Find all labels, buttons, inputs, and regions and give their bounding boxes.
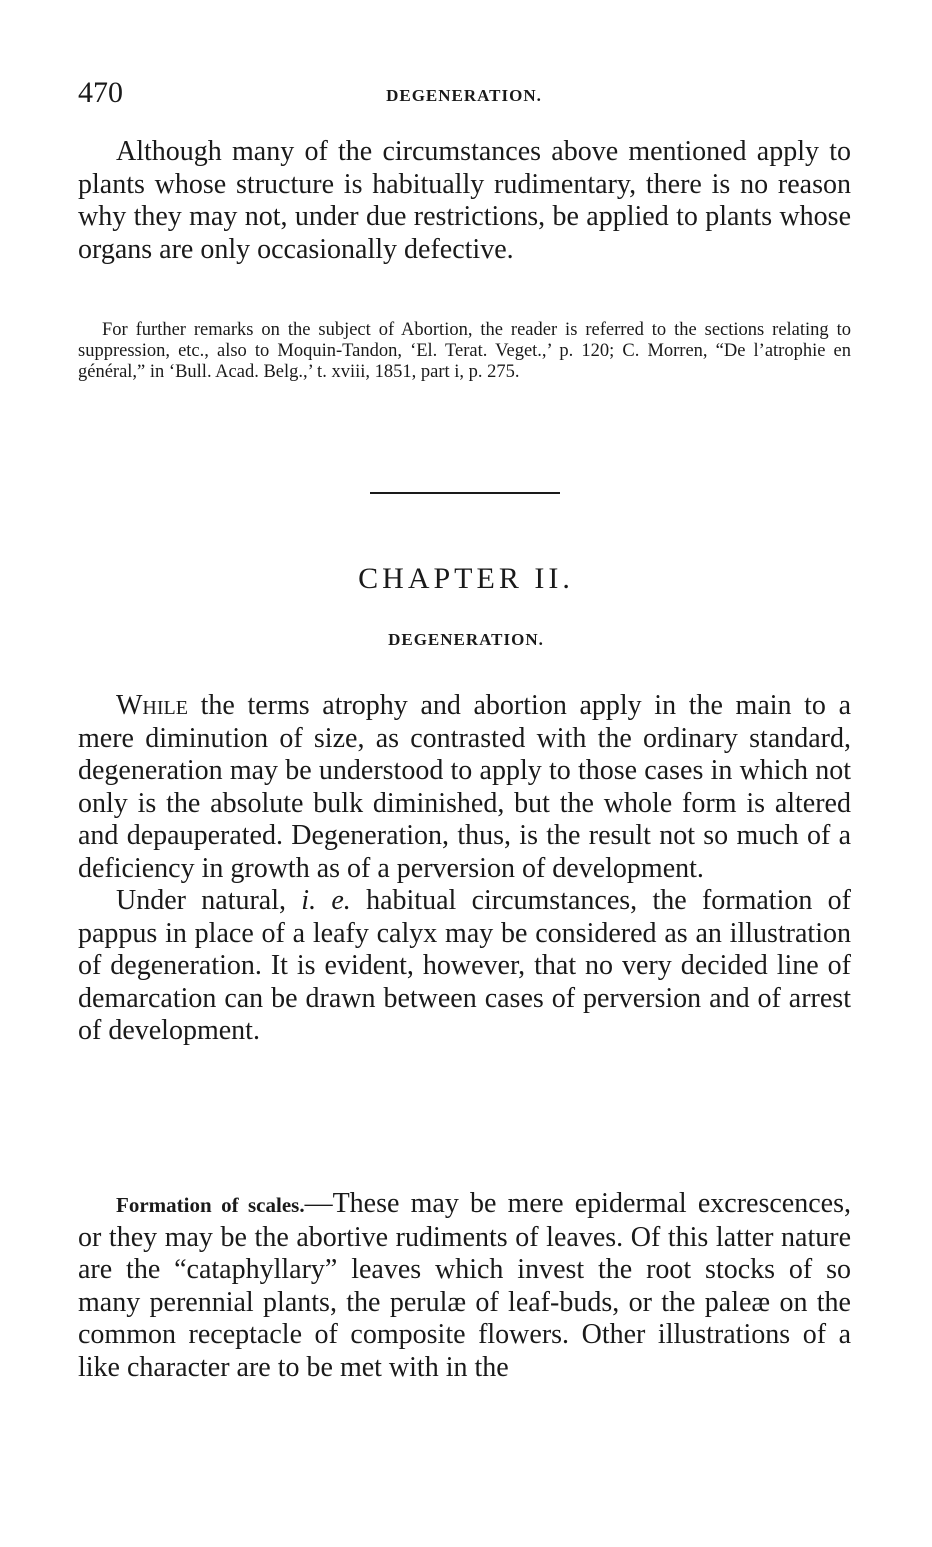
paragraph-italic-abbrev: i. e. bbox=[301, 885, 351, 916]
scales-section bbox=[78, 1188, 851, 1384]
footnote: For further remarks on the subject of Abortion, the reader is referred to the sections relating to suppression, etc., also to Moquin-Tandon, ‘El. Terat. Veget.,’ p. 120; C. Morren, “De l’atrophie en général,” in ‘Bull. Acad. Belg.,’ t. xviii, 1851, part i, p. 275. bbox=[78, 320, 851, 382]
chapter-title: CHAPTER II. bbox=[358, 562, 574, 595]
paragraph-degeneration-definition bbox=[78, 690, 851, 885]
chapter-subtitle: DEGENERATION. bbox=[388, 630, 544, 649]
footnote-section bbox=[78, 320, 851, 383]
intro-paragraph: Although many of the circumstances above mentioned apply to plants whose structure is habitually rudimentary, there is no reason why they may not, under due restrictions, be applied to plants whose organs are only occasionally defective. bbox=[78, 136, 851, 265]
page-header bbox=[78, 78, 850, 112]
inline-heading: Formation of scales. bbox=[116, 1193, 305, 1217]
paragraph-pappus-example bbox=[78, 885, 851, 1048]
chapter-body bbox=[78, 690, 851, 1048]
section-divider bbox=[370, 492, 560, 494]
running-head: DEGENERATION. bbox=[386, 86, 542, 105]
paragraph-lead-word: While bbox=[116, 690, 188, 721]
paragraph-formation-of-scales bbox=[78, 1188, 851, 1384]
page-number: 470 bbox=[78, 76, 123, 109]
intro-section bbox=[78, 136, 851, 266]
paragraph-text: the terms atrophy and abortion apply in the main to a mere diminution of size, as contrasted with the ordinary standard, degeneration may be understood to apply to those cases in which not only is the absolute bulk diminished, but the whole form is altered and depauperated. Degeneration, thus, is the result not so much of a deficiency in growth as of a perversion of development. bbox=[78, 690, 851, 884]
paragraph-text: —These may be mere epidermal excrescences, or they may be the abortive rudiments of leaves. Of this latter nature are the “cataphyllary” leaves which invest the root stocks of so many perennial plants, the perulæ of leaf-buds, or the paleæ on the common receptacle of composite flowers. Other illustrations of a like character are to be met with in the bbox=[78, 1188, 851, 1383]
paragraph-text-before: Under natural, bbox=[116, 885, 302, 916]
paragraph-text-after: habitual circumstances, the formation of pappus in place of a leafy calyx may be considered as an illustration of degeneration. It is evident, however, that no very decided line of demarcation can be drawn between cases of perversion and of arrest of development. bbox=[78, 885, 851, 1046]
